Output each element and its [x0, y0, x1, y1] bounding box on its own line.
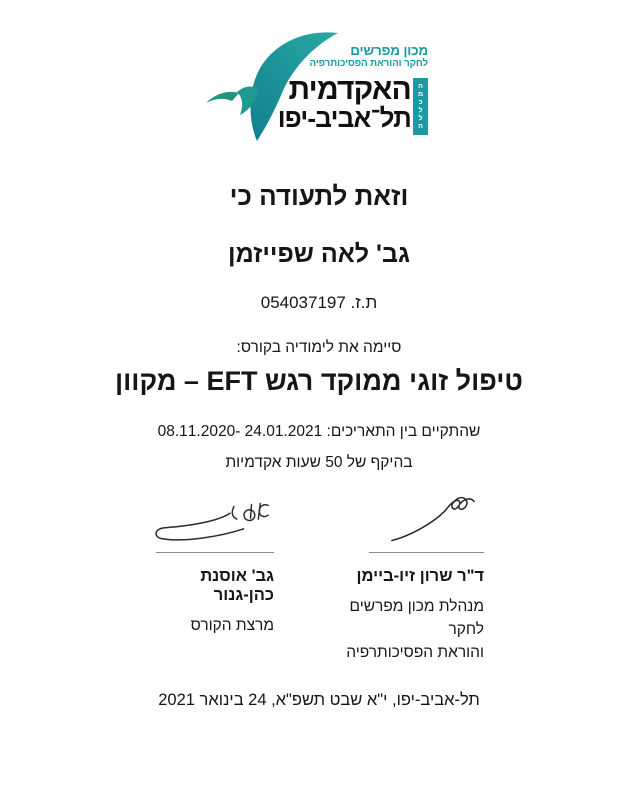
college-name: האקדמית [288, 73, 411, 106]
vertical-letter: ל [418, 114, 423, 122]
signature-line [156, 552, 274, 553]
lecturer-title-line1: מרצת הקורס [190, 617, 274, 634]
vertical-letter: ה [418, 122, 423, 130]
vertical-letter: ה [418, 82, 423, 90]
institute-name [310, 43, 429, 70]
course-dates-line: שהתקיים בין התאריכים: 24.01.2021 -08.11.2020 [157, 423, 481, 440]
director-title-line2: והוראת הפסיכותרפיה [346, 644, 484, 661]
course-title: טיפול זוגי ממוקד רגש EFT – מקוון [115, 366, 523, 396]
lecturer-title [146, 614, 274, 637]
college-logo [0, 0, 638, 150]
director-name: ד"ר שרון זיו-ביימן [356, 567, 484, 585]
vertical-letter: מ [417, 90, 424, 98]
college-vertical-label [413, 78, 428, 135]
signature-line [369, 552, 484, 553]
signature-block-director [340, 492, 484, 664]
vertical-letter: כ [418, 98, 423, 106]
college-wordmark [278, 75, 428, 135]
director-title [340, 595, 484, 664]
director-signature-image [388, 492, 476, 548]
vertical-letter: ל [418, 106, 423, 114]
signature-block-lecturer [146, 498, 274, 637]
college-city: תל־אביב-יפו [277, 103, 411, 133]
certify-heading: וזאת לתעודה כי [229, 181, 409, 211]
recipient-name: גב' לאה שפייזמן [228, 240, 410, 268]
lecturer-name: גב' אוסנת כהן-גנור [200, 567, 274, 604]
recipient-id: ת.ז. 054037197 [260, 293, 378, 312]
issue-date-line: תל-אביב-יפו, י"א שבט תשפ"א, 24 בינואר 2021 [158, 691, 480, 709]
lecturer-signature-image [150, 498, 272, 548]
college-wordmark-text [278, 75, 411, 132]
course-hours-line: בהיקף של 50 שעות אקדמיות [225, 454, 413, 471]
director-title-line1: מנהלת מכון מפרשים לחקר [349, 598, 484, 638]
course-intro-line: סיימה את לימודיה בקורס: [236, 339, 402, 356]
institute-name-line2: לחקר והוראת הפסיכותרפיה [309, 58, 428, 69]
institute-name-line1: מכון מפרשים [350, 43, 428, 58]
